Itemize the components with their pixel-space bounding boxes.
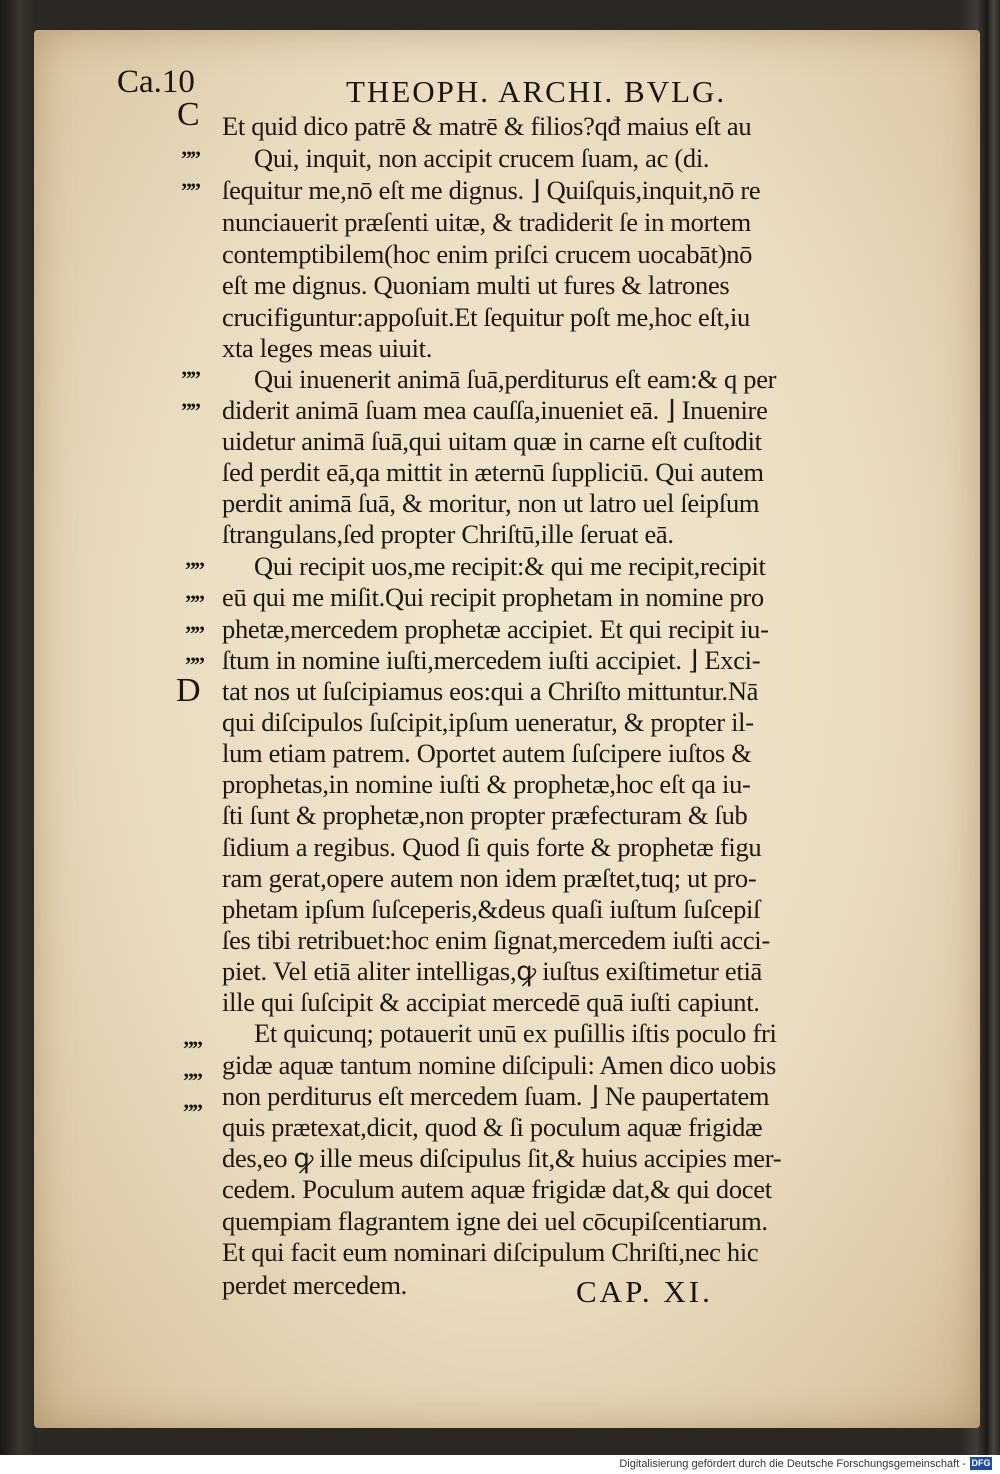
margin-quote-mark: ”” (181, 178, 199, 203)
text-line: Qui recipit uos,me recipit:& qui me recipit,recipit (254, 551, 766, 581)
text-line: ſtrangulans,ſed propter Chriſtū,ille ſeruat eā. (222, 519, 674, 549)
text-line: qui diſcipulos ſuſcipit,ipſum ueneratur, & propter il- (222, 707, 754, 737)
text-line: lum etiam patrem. Oportet autem ſuſcipere iuſtos & (222, 738, 752, 768)
text-line: diderit animā ſuam mea cauſſa,inueniet eā. ⌋ Inuenire (222, 395, 768, 425)
text-line: Et quicunq; potauerit unū ex puſillis iſtis poculo fri (254, 1018, 777, 1048)
text-line: perdit animā ſuā, & moritur, non ut latro uel ſeipſum (222, 488, 760, 518)
text-line: contemptibilem(hoc enim priſci crucem uocabāt)nō (222, 239, 753, 269)
text-line: Et qui facit eum nominari diſcipulum Chriſti,nec hic (222, 1237, 759, 1267)
text-line: ſes tibi retribuet:hoc enim ſignat,mercedem iuſti acci- (222, 925, 770, 955)
text-line: piet. Vel etiā aliter intelligas,ꝙ iuſtus exiſtimetur etiā (222, 956, 762, 986)
text-line: phetæ,mercedem prophetæ accipiet. Et qui recipit iu- (222, 614, 769, 644)
margin-quote-mark: ”” (181, 146, 199, 171)
text-line: prophetas,in nomine iuſti & prophetæ,hoc eſt qa iu- (222, 769, 751, 799)
book-edge (978, 0, 1000, 1455)
margin-quote-mark: ”” (181, 398, 199, 423)
text-line: ille qui ſuſcipit & accipiat mercedē quā iuſti capiunt. (222, 987, 760, 1017)
text-line: Qui inuenerit animā ſuā,perditurus eſt eam:& q per (254, 364, 777, 394)
text-line: quempiam flagrantem igne dei uel cōcupiſcentiarum. (222, 1206, 768, 1236)
text-line: non perditurus eſt mercedem ſuam. ⌋ Ne paupertatem (222, 1081, 770, 1111)
text-line: des,eo ꝙ ille meus diſcipulus ſit,& huius accipies mer- (222, 1143, 782, 1173)
text-line: ſed perdit eā,qa mittit in æternū ſuppliciū. Qui autem (222, 457, 764, 487)
margin-letter-d: D (176, 672, 201, 709)
text-line: tat nos ut ſuſcipiamus eos:qui a Chriſto mittuntur.Nā (222, 676, 759, 706)
text-line: gidæ aquæ tantum nomine diſcipuli: Amen dico uobis (222, 1050, 776, 1080)
text-line: xta leges meas uiuit. (222, 333, 433, 363)
text-line: eſt me dignus. Quoniam multi ut fures & latrones (222, 270, 730, 300)
text-line: eū qui me miſit.Qui recipit prophetam in nomine pro (222, 582, 764, 612)
margin-quote-mark: ”” (185, 621, 203, 646)
margin-quote-mark: ”” (181, 366, 199, 391)
text-line: ſti ſunt & prophetæ,non propter præfecturam & ſub (222, 800, 748, 830)
text-line: Qui, inquit, non accipit crucem ſuam, ac (di. (254, 143, 710, 173)
digitization-credit: Digitalisierung gefördert durch die Deutsche Forschungsgemeinschaft - (619, 1458, 966, 1470)
dfg-logo: DFG (971, 1458, 991, 1468)
margin-quote-mark: ”” (183, 1099, 201, 1124)
text-line: perdet mercedem. (222, 1270, 408, 1300)
margin-quote-mark: ”” (185, 557, 203, 582)
text-line: Et quid dico patrē & matrē & filios?qđ maius eſt au (222, 111, 752, 141)
text-line: ſidium a regibus. Quod ſi quis forte & prophetæ figu (222, 832, 762, 862)
text-line: quis prætexat,dicit, quod & ſi poculum aquæ frigidæ (222, 1112, 763, 1142)
margin-quote-mark: ”” (185, 652, 203, 677)
text-line: ram gerat,opere autem non idem præſtet,tuq; ut pro- (222, 863, 757, 893)
text-line: ſtum in nomine iuſti,mercedem iuſti accipiet. ⌋ Exci- (222, 645, 761, 675)
folio-label: Ca.10 (117, 64, 195, 100)
text-line: nunciauerit præſenti uitæ, & tradiderit ſe in mortem (222, 207, 751, 237)
margin-quote-mark: ”” (183, 1068, 201, 1093)
margin-quote-mark: ”” (183, 1036, 201, 1061)
text-line: crucifiguntur:appoſuit.Et ſequitur poſt me,hoc eſt,iu (222, 302, 750, 332)
text-line: cedem. Poculum autem aquæ frigidæ dat,& qui docet (222, 1174, 772, 1204)
chapter-heading: CAP. XI. (576, 1274, 713, 1309)
text-line: phetam ipſum ſuſceperis,&deus quaſi iuſtum ſuſcepiſ (222, 894, 761, 924)
running-head: THEOPH. ARCHI. BVLG. (346, 74, 727, 109)
margin-quote-mark: ”” (185, 590, 203, 615)
margin-letter-c: C (177, 96, 200, 133)
text-line: uidetur animā ſuā,qui uitam quæ in carne eſt cuſtodit (222, 426, 762, 456)
text-line: ſequitur me,nō eſt me dignus. ⌋ Quiſquis,inquit,nō re (222, 175, 761, 205)
